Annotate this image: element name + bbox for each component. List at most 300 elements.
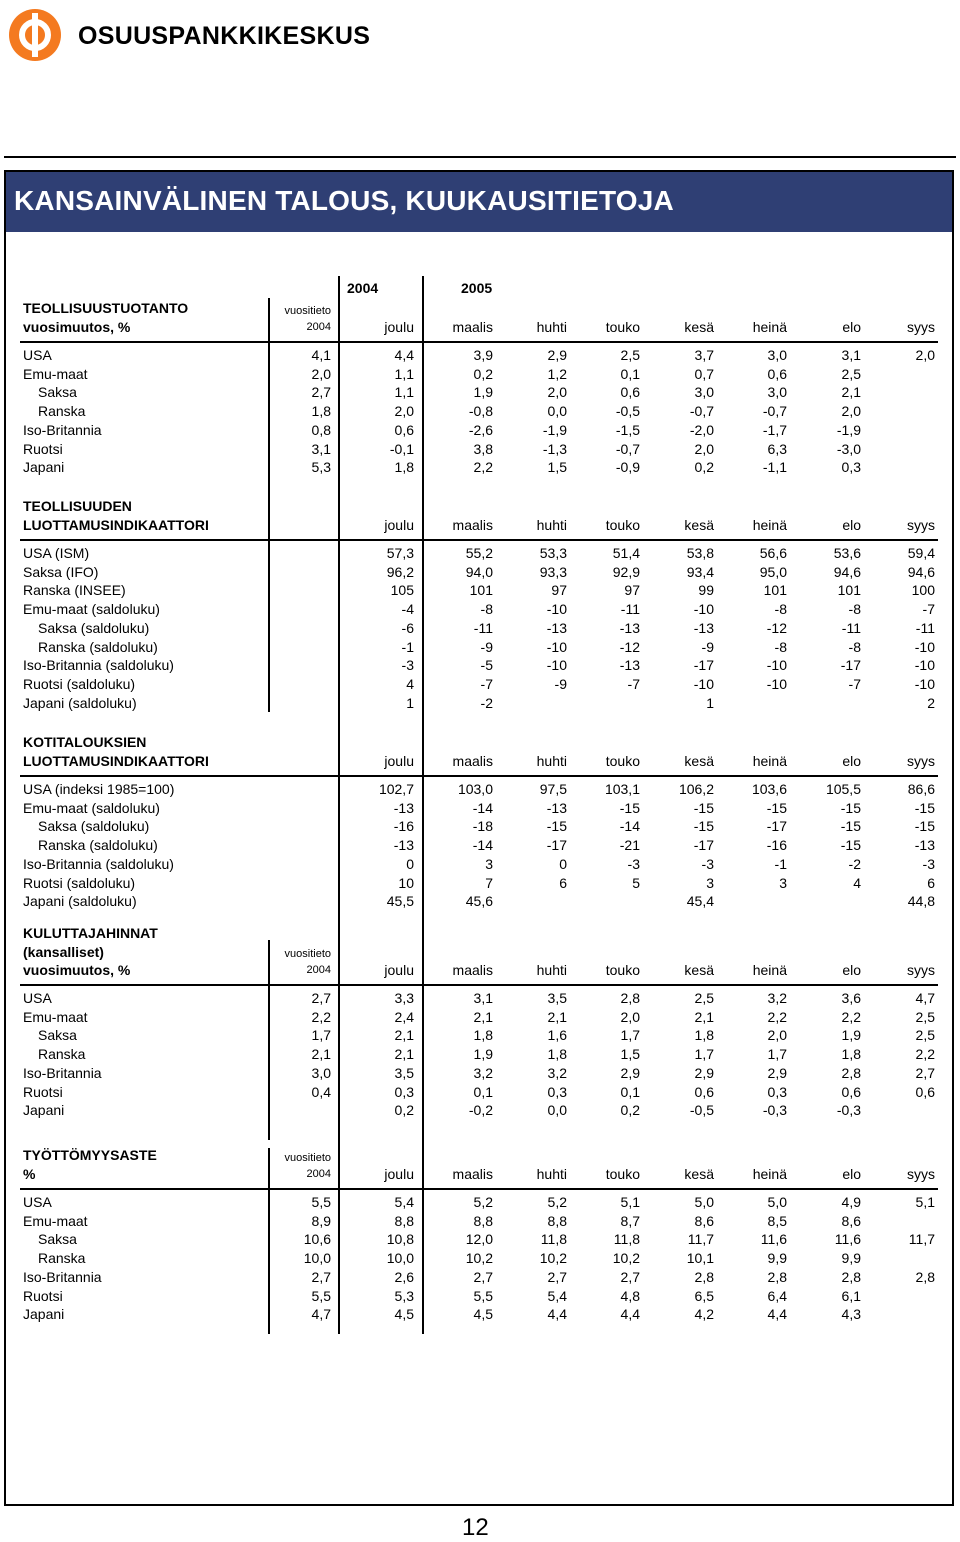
data-cell: 7 (485, 874, 493, 891)
data-cell: 2,1 (694, 1008, 714, 1025)
data-cell: 2,0 (841, 403, 861, 420)
data-cell: -2 (480, 694, 493, 711)
data-cell: 8,6 (694, 1212, 714, 1229)
annual-value: 2,7 (311, 990, 331, 1006)
data-cell: 3,1 (841, 347, 861, 363)
row-label: Ranska (saldoluku) (38, 837, 158, 854)
data-cell: 2,0 (394, 403, 414, 420)
section-title: TEOLLISUUSTUOTANTO (23, 300, 189, 316)
data-cell: -17 (693, 657, 714, 674)
row-label: Ruotsi (23, 1287, 63, 1304)
data-cell: 12,0 (465, 1231, 493, 1248)
data-cell: 44,8 (907, 893, 935, 910)
data-cell: -17 (766, 818, 787, 835)
annual-value: 4,1 (311, 347, 331, 363)
data-cell: 9,9 (841, 1250, 861, 1267)
data-cell: 53,6 (833, 545, 861, 561)
month-header: huhti (536, 319, 567, 335)
annual-header-year: 2004 (306, 321, 331, 333)
data-cell: 2,0 (915, 347, 935, 363)
data-cell: -13 (546, 619, 567, 636)
data-cell: 2,0 (767, 1027, 787, 1044)
data-cell: 1,6 (547, 1027, 567, 1044)
month-header: kesä (684, 517, 714, 533)
section-title: vuosimuutos, % (23, 962, 131, 978)
row-label: Ranska (38, 1046, 86, 1063)
data-cell: -7 (627, 675, 640, 692)
data-cell: 2,0 (694, 440, 714, 457)
section-title: vuosimuutos, % (23, 319, 131, 335)
data-cell: 3,1 (473, 990, 493, 1006)
data-cell: 55,2 (465, 545, 493, 561)
data-cell: -1,9 (836, 421, 861, 438)
data-cell: 0,0 (547, 1102, 567, 1119)
annual-value: 3,0 (311, 1064, 331, 1081)
data-cell: 4,2 (694, 1306, 714, 1323)
annual-value: 2,2 (311, 1008, 331, 1025)
data-cell: 2,9 (694, 1064, 714, 1081)
data-cell: 2,5 (620, 347, 640, 363)
data-cell: 105 (390, 582, 414, 599)
month-header: elo (842, 962, 861, 978)
data-cell: -3 (401, 657, 414, 674)
data-cell: 3,6 (841, 990, 861, 1006)
data-cell: 3 (485, 855, 493, 872)
annual-header-label: vuositieto (284, 948, 331, 960)
data-cell: -7 (922, 601, 935, 618)
data-cell: 0,3 (767, 1083, 787, 1100)
data-cell: 3,0 (767, 384, 787, 401)
month-header: syys (907, 1166, 935, 1182)
data-cell: 2,9 (620, 1064, 640, 1081)
row-label: Japani (23, 1306, 65, 1323)
month-header: elo (842, 753, 861, 769)
page-title: KANSAINVÄLINEN TALOUS, KUUKAUSITIETOJA (14, 185, 674, 216)
section-rule (20, 539, 938, 541)
data-cell: 1,2 (547, 365, 567, 382)
data-cell: 0,6 (694, 1083, 714, 1100)
data-cell: -16 (766, 837, 787, 854)
annual-divider-1 (268, 298, 270, 712)
section-title: LUOTTAMUSINDIKAATTORI (23, 517, 209, 533)
data-cell: 0 (406, 855, 414, 872)
data-cell: 3,9 (473, 347, 493, 363)
data-cell: 8,8 (473, 1212, 493, 1229)
data-cell: 106,2 (678, 781, 714, 797)
data-cell: 3,7 (694, 347, 714, 363)
row-label: Saksa (38, 1231, 77, 1248)
data-cell: 101 (763, 582, 787, 599)
data-cell: 53,8 (686, 545, 714, 561)
data-cell: -0,7 (689, 403, 714, 420)
data-cell: 3 (779, 874, 787, 891)
row-label: Ruotsi (saldoluku) (23, 675, 136, 692)
data-cell: 92,9 (612, 563, 640, 580)
data-cell: 93,4 (686, 563, 714, 580)
data-cell: 4,7 (915, 990, 935, 1006)
data-cell: 3,3 (394, 990, 414, 1006)
data-cell: -0,1 (389, 440, 414, 457)
top-rule (4, 156, 956, 158)
row-label: USA (ISM) (23, 545, 90, 561)
month-header: huhti (536, 962, 567, 978)
data-cell: 0,2 (394, 1102, 414, 1119)
data-cell: 5,5 (473, 1287, 493, 1304)
data-cell: 4,4 (767, 1306, 787, 1323)
row-label: Ranska (saldoluku) (38, 638, 158, 655)
data-cell: -0,7 (762, 403, 787, 420)
data-cell: 51,4 (612, 545, 640, 561)
row-label: Iso-Britannia (23, 1268, 102, 1285)
row-label: USA (23, 347, 52, 363)
month-header: heinä (752, 1166, 787, 1182)
year-label-2004: 2004 (347, 280, 379, 296)
data-cell: 3,8 (473, 440, 493, 457)
data-cell: 2,2 (473, 459, 493, 476)
data-cell: 105,5 (825, 781, 861, 797)
data-cell: 5 (632, 874, 640, 891)
data-cell: 0,3 (841, 459, 861, 476)
data-cell: 8,8 (547, 1212, 567, 1229)
data-cell: -2,6 (468, 421, 493, 438)
data-cell: 2,6 (394, 1268, 414, 1285)
data-cell: -6 (401, 619, 414, 636)
month-header: maalis (452, 517, 493, 533)
data-cell: 2,9 (547, 347, 567, 363)
data-cell: -1 (401, 638, 414, 655)
data-cell: -15 (840, 818, 861, 835)
month-header: kesä (684, 753, 714, 769)
data-cell: 10,1 (686, 1250, 714, 1267)
data-cell: -13 (393, 799, 414, 816)
data-cell: -11 (841, 619, 861, 636)
row-label: Iso-Britannia (23, 421, 102, 438)
data-cell: 1,7 (694, 1046, 714, 1063)
data-cell: -1,9 (542, 421, 567, 438)
data-cell: -15 (766, 799, 787, 816)
month-header: touko (605, 962, 640, 978)
data-cell: 0,6 (394, 421, 414, 438)
annual-value: 2,7 (311, 1268, 331, 1285)
data-cell: 97 (551, 582, 567, 599)
data-cell: 0,6 (915, 1083, 935, 1100)
section-rule (20, 984, 938, 986)
month-header: syys (907, 753, 935, 769)
row-label: Japani (23, 459, 65, 476)
data-cell: -0,7 (615, 440, 640, 457)
row-label: Emu-maat (23, 365, 88, 382)
month-header: kesä (684, 319, 714, 335)
month-header: touko (605, 517, 640, 533)
data-cell: 0,0 (547, 403, 567, 420)
data-cell: 1,9 (841, 1027, 861, 1044)
annual-value: 10,0 (303, 1250, 331, 1267)
data-cell: 1,5 (547, 459, 567, 476)
month-header: joulu (384, 517, 414, 533)
data-cell: 2,7 (547, 1268, 567, 1285)
data-cell: 100 (911, 582, 935, 599)
data-cell: 2,7 (473, 1268, 493, 1285)
data-cell: -0,5 (615, 403, 640, 420)
month-header: huhti (536, 1166, 567, 1182)
row-label: Saksa (IFO) (23, 563, 99, 580)
data-cell: 45,6 (465, 893, 493, 910)
row-label: USA (23, 1194, 52, 1210)
brand-name: OSUUSPANKKIKESKUS (78, 22, 371, 50)
data-cell: -9 (480, 638, 493, 655)
data-cell: 102,7 (378, 781, 414, 797)
data-cell: 4,4 (394, 347, 414, 363)
data-cell: 10,8 (386, 1231, 414, 1248)
data-cell: 2,1 (547, 1008, 567, 1025)
annual-value: 5,3 (311, 459, 331, 476)
section-rule (20, 775, 938, 777)
data-cell: -10 (693, 675, 714, 692)
data-cell: 0,1 (473, 1083, 493, 1100)
annual-header-label: vuositieto (284, 305, 331, 317)
row-label: Ruotsi (saldoluku) (23, 874, 136, 891)
data-cell: 11,6 (834, 1231, 861, 1248)
data-cell: -17 (693, 837, 714, 854)
data-cell: 1,7 (767, 1046, 787, 1063)
section-title: TYÖTTÖMYYSASTE (23, 1147, 157, 1163)
data-cell: 4 (853, 874, 861, 891)
data-cell: -1,7 (762, 421, 787, 438)
month-header: heinä (752, 517, 787, 533)
row-label: Japani (23, 1102, 65, 1119)
data-cell: 1,1 (394, 384, 414, 401)
data-cell: 2,1 (394, 1046, 414, 1063)
data-cell: 0,1 (620, 365, 640, 382)
data-cell: 10,2 (539, 1250, 567, 1267)
data-cell: 2,5 (915, 1008, 935, 1025)
data-cell: 3,0 (694, 384, 714, 401)
row-label: Iso-Britannia (saldoluku) (23, 657, 174, 674)
data-cell: 45,4 (686, 893, 714, 910)
data-cell: -14 (619, 818, 640, 835)
data-cell: -15 (546, 818, 567, 835)
data-cell: -10 (546, 638, 567, 655)
data-cell: -16 (393, 818, 414, 835)
month-header: syys (907, 319, 935, 335)
data-cell: -15 (840, 837, 861, 854)
data-cell: 0,1 (620, 1083, 640, 1100)
data-cell: -8 (848, 601, 861, 618)
data-cell: 101 (837, 582, 861, 599)
data-cell: 97,5 (539, 781, 567, 797)
data-cell: 3,2 (473, 1064, 493, 1081)
month-header: touko (605, 319, 640, 335)
data-cell: -15 (693, 799, 714, 816)
row-label: USA (23, 990, 52, 1006)
data-cell: -1,1 (762, 459, 787, 476)
data-cell: 4,4 (547, 1306, 567, 1323)
data-cell: -11 (620, 601, 640, 618)
data-cell: -0,3 (836, 1102, 861, 1119)
data-cell: 4,8 (620, 1287, 640, 1304)
data-cell: -0,5 (689, 1102, 714, 1119)
data-cell: 103,6 (751, 781, 787, 797)
month-header: heinä (752, 962, 787, 978)
data-cell: 11,7 (908, 1231, 935, 1248)
data-cell: -10 (546, 601, 567, 618)
annual-value: 5,5 (311, 1287, 331, 1304)
data-cell: -8 (774, 638, 787, 655)
section-title: LUOTTAMUSINDIKAATTORI (23, 753, 209, 769)
data-cell: -9 (554, 675, 567, 692)
data-cell: -21 (619, 837, 640, 854)
data-cell: -1 (774, 855, 787, 872)
data-cell: 53,3 (539, 545, 567, 561)
month-header: maalis (452, 753, 493, 769)
data-cell: 94,6 (833, 563, 861, 580)
data-cell: -2 (848, 855, 861, 872)
data-cell: 2,2 (841, 1008, 861, 1025)
month-header: syys (907, 962, 935, 978)
month-header: huhti (536, 517, 567, 533)
data-cell: 10,2 (465, 1250, 493, 1267)
data-cell: 2,0 (547, 384, 567, 401)
data-cell: 6 (927, 874, 935, 891)
data-cell: 2,7 (620, 1268, 640, 1285)
data-cell: 2,8 (694, 1268, 714, 1285)
data-cell: 5,0 (694, 1194, 714, 1210)
data-cell: 0,7 (694, 365, 714, 382)
section-rule (20, 341, 938, 343)
data-cell: -8 (480, 601, 493, 618)
data-cell: -3 (922, 855, 935, 872)
annual-value: 1,8 (311, 403, 331, 420)
annual-value: 0,4 (311, 1083, 331, 1100)
month-header: heinä (752, 319, 787, 335)
row-label: Ranska (38, 403, 86, 420)
data-cell: 4 (406, 675, 414, 692)
data-cell: -1,5 (615, 421, 640, 438)
data-cell: 6,3 (767, 440, 787, 457)
month-header: elo (842, 319, 861, 335)
year-label-2005: 2005 (461, 280, 493, 296)
data-cell: -15 (693, 818, 714, 835)
data-cell: -13 (619, 657, 640, 674)
data-cell: 4,4 (620, 1306, 640, 1323)
data-cell: -15 (840, 799, 861, 816)
data-cell: -0,2 (468, 1102, 493, 1119)
data-cell: 2,0 (620, 1008, 640, 1025)
data-cell: -8 (774, 601, 787, 618)
data-cell: -0,3 (762, 1102, 787, 1119)
op-logo (8, 8, 62, 62)
data-cell: 2 (927, 694, 935, 711)
data-cell: 1,8 (473, 1027, 493, 1044)
row-label: USA (indeksi 1985=100) (23, 781, 175, 797)
data-cell: -1,3 (542, 440, 567, 457)
month-header: heinä (752, 753, 787, 769)
row-label: Iso-Britannia (23, 1064, 102, 1081)
data-cell: 1,8 (694, 1027, 714, 1044)
data-cell: 4,5 (473, 1306, 493, 1323)
data-cell: 3,2 (767, 990, 787, 1006)
data-cell: -10 (546, 657, 567, 674)
month-header: joulu (384, 753, 414, 769)
data-cell: -13 (546, 799, 567, 816)
data-cell: -8 (848, 638, 861, 655)
annual-header-year: 2004 (306, 1168, 331, 1180)
data-cell: -11 (473, 619, 493, 636)
data-cell: 94,0 (465, 563, 493, 580)
data-cell: 2,4 (394, 1008, 414, 1025)
row-label: Saksa (38, 1027, 77, 1044)
row-label: Saksa (saldoluku) (38, 818, 150, 835)
data-cell: 2,1 (841, 384, 861, 401)
annual-value: 5,5 (311, 1194, 331, 1210)
annual-value: 3,1 (311, 440, 331, 457)
section-title: % (23, 1166, 36, 1182)
data-cell: 5,4 (547, 1287, 567, 1304)
data-cell: -7 (848, 675, 861, 692)
row-label: Japani (saldoluku) (23, 694, 137, 711)
month-header: elo (842, 1166, 861, 1182)
data-cell: -10 (914, 675, 935, 692)
data-cell: 1,9 (473, 1046, 493, 1063)
section-rule (20, 1188, 938, 1190)
data-cell: 9,9 (767, 1250, 787, 1267)
month-header: joulu (384, 319, 414, 335)
data-cell: -10 (693, 601, 714, 618)
annual-value: 0,8 (311, 421, 331, 438)
data-cell: 11,8 (613, 1231, 640, 1248)
data-cell: 45,5 (386, 893, 414, 910)
annual-value: 2,7 (311, 384, 331, 401)
data-cell: -0,8 (468, 403, 493, 420)
data-cell: 3 (706, 874, 714, 891)
data-cell: -13 (619, 619, 640, 636)
page-number: 12 (462, 1514, 489, 1541)
data-cell: 5,1 (620, 1194, 640, 1210)
data-cell: 5,2 (473, 1194, 493, 1210)
data-cell: 8,6 (841, 1212, 861, 1229)
data-cell: 2,8 (915, 1268, 935, 1285)
data-cell: 2,5 (694, 990, 714, 1006)
data-cell: 96,2 (386, 563, 414, 580)
month-header: touko (605, 1166, 640, 1182)
data-cell: -5 (480, 657, 493, 674)
data-cell: 97 (624, 582, 640, 599)
data-cell: 2,5 (915, 1027, 935, 1044)
data-cell: 1,8 (547, 1046, 567, 1063)
data-cell: 2,8 (841, 1268, 861, 1285)
data-cell: 2,8 (620, 990, 640, 1006)
data-cell: 0,6 (620, 384, 640, 401)
data-cell: 2,8 (767, 1268, 787, 1285)
row-label: Saksa (38, 384, 77, 401)
row-label: Japani (saldoluku) (23, 893, 137, 910)
row-label: Iso-Britannia (saldoluku) (23, 855, 174, 872)
data-cell: 3,2 (547, 1064, 567, 1081)
data-cell: 8,7 (620, 1212, 640, 1229)
section-title: KOTITALOUKSIEN (23, 734, 147, 750)
data-cell: 5,3 (394, 1287, 414, 1304)
data-cell: 0,2 (694, 459, 714, 476)
data-cell: -12 (619, 638, 640, 655)
data-cell: -15 (619, 799, 640, 816)
annual-value: 4,7 (311, 1306, 331, 1323)
data-cell: 6 (559, 874, 567, 891)
data-cell: 0,3 (394, 1083, 414, 1100)
data-cell: 86,6 (907, 781, 935, 797)
data-cell: 0,2 (473, 365, 493, 382)
annual-value: 1,7 (311, 1027, 331, 1044)
data-cell: 94,6 (907, 563, 935, 580)
